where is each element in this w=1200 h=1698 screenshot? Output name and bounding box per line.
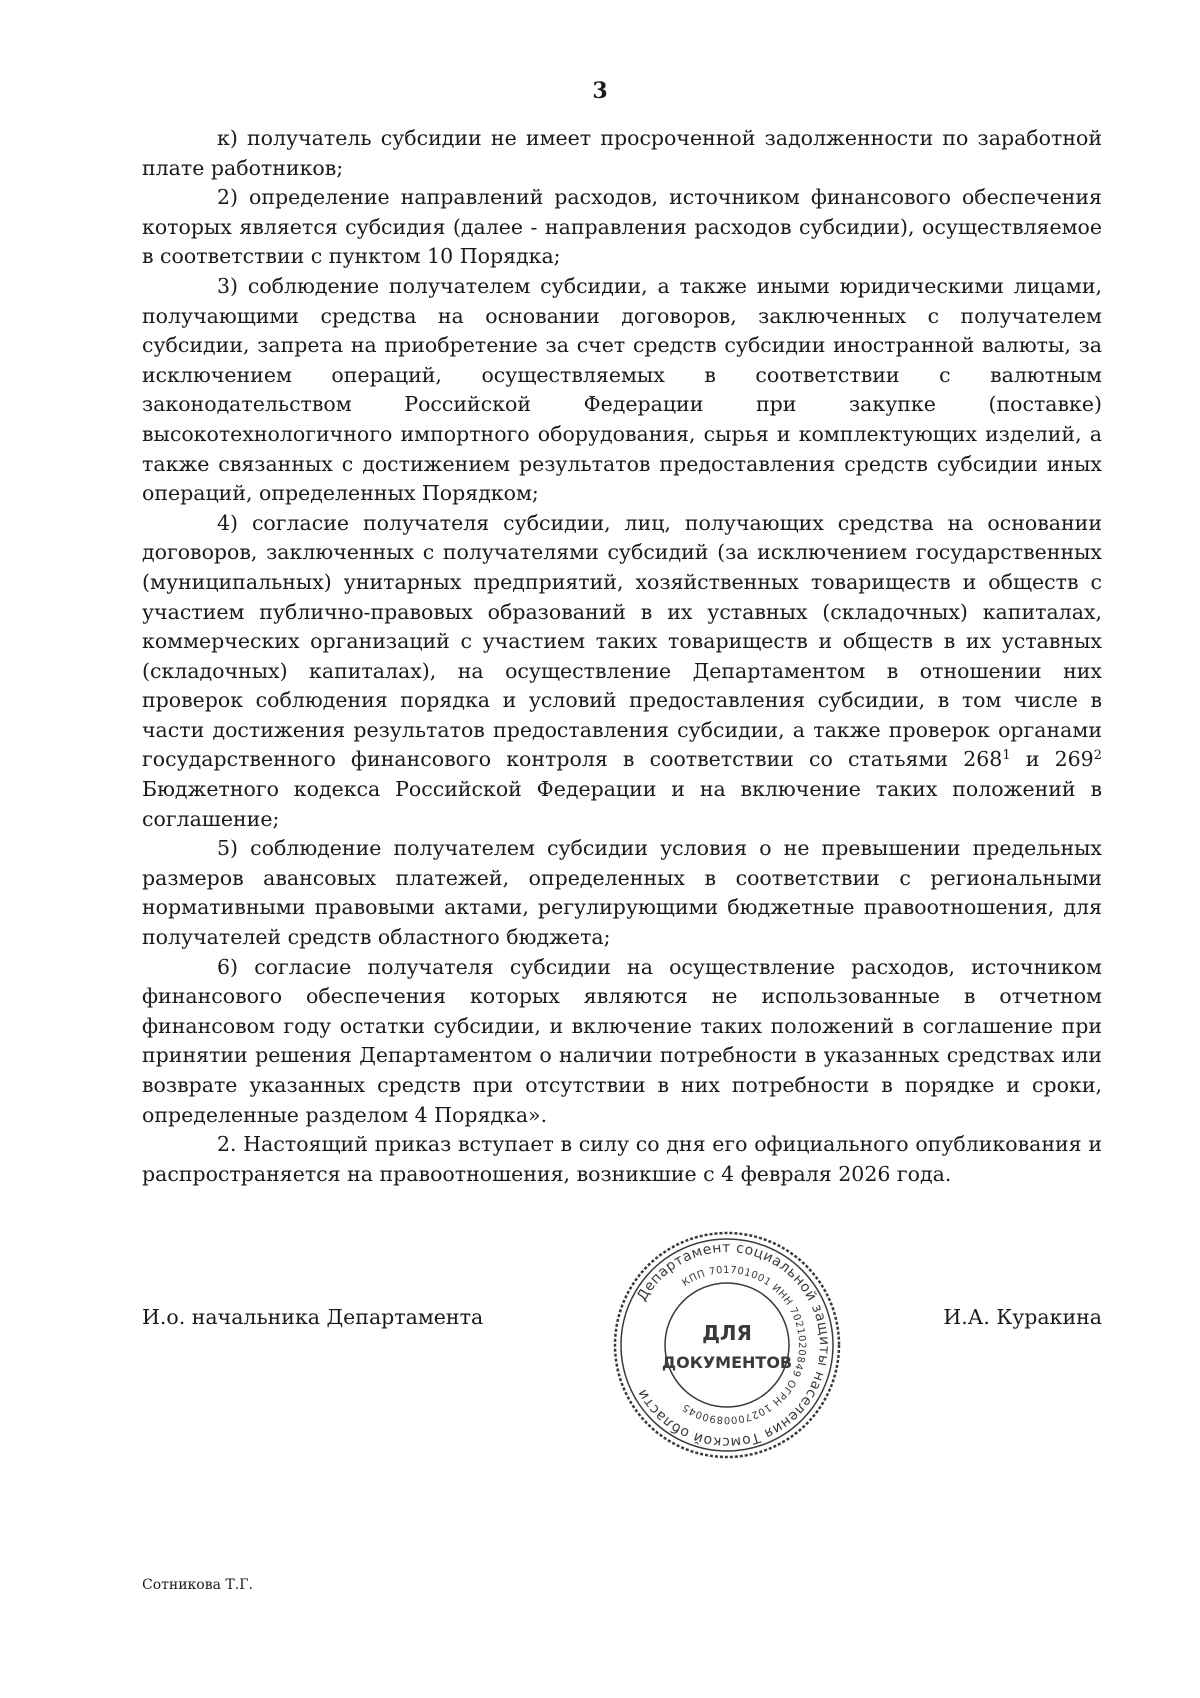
page-number: 3 bbox=[592, 78, 608, 104]
paragraph-6: 6) согласие получателя субсидии на осуществление расходов, источником финансового обеспечения которых являются не использованные в отчетном финансовом году остатки субсидии, и включение таких положений в соглашение при принятии решения Департаментом о наличии потребности в указанных средствах или возврате указанных средств при отсутствии в них потребности в порядке и сроки, определенные разделом 4 Порядка». bbox=[142, 954, 1102, 1127]
seal-inner-text: КПП 701701001 ИНН 7021020849 ОГРН 1027000890045 bbox=[680, 1264, 808, 1426]
paragraph-4-main: 4) согласие получателя субсидии, лиц, получающих средства на основании договоров, заключенных с получателями субсидий (за исключением государственных (муниципальных) унитарных предприятий, хозяйственных товариществ и обществ с участием публично-правовых образований в их уставных (складочных) капиталах, коммерческих организаций с участием таких товариществ и обществ в их уставных (складочных) капиталах), на осуществление Департаментом в отношении них проверок соблюдения порядка и условий предоставления субсидии, в том числе в части достижения результатов предоставления субсидии, а также проверок органами государственного финансового контроля в соответствии со статьями 268 bbox=[142, 510, 1102, 772]
item-2: 2. Настоящий приказ вступает в силу со дня его официального опубликования и распространяется на правоотношения, возникшие с 4 февраля 2026 года. bbox=[142, 1132, 1102, 1186]
seal-center-line-1: ДЛЯ bbox=[702, 1321, 752, 1345]
seal-center-line-2: ДОКУМЕНТОВ bbox=[661, 1353, 793, 1372]
paragraph-4 bbox=[142, 509, 1102, 835]
seal-outer-text: Департамент социальной защиты населения Томской области bbox=[634, 1239, 833, 1451]
paragraph-5: 5) соблюдение получателем субсидии условия о не превышении предельных размеров авансовых платежей, определенных в соответствии с региональными нормативными правовыми актами, регулирующими бюджетные правоотношения, для получателей средств областного бюджета; bbox=[142, 836, 1102, 950]
document-body bbox=[142, 124, 1102, 1189]
paragraph-4-and: и 269 bbox=[1010, 747, 1094, 772]
paragraph-k: к) получатель субсидии не имеет просроченной задолженности по заработной плате работников; bbox=[142, 126, 1102, 180]
seal-inner-ring bbox=[665, 1283, 789, 1407]
signatory-position: И.о. начальника Департамента bbox=[142, 1305, 484, 1329]
executor-name: Сотникова Т.Г. bbox=[142, 1577, 253, 1593]
signatory-name: И.А. Куракина bbox=[943, 1305, 1102, 1329]
paragraph-2: 2) определение направлений расходов, источником финансового обеспечения которых является субсидия (далее - направления расходов субсидии), осуществляемое в соответствии с пунктом 10 Порядка; bbox=[142, 185, 1102, 269]
paragraph-4-end: Бюджетного кодекса Российской Федерации и на включение таких положений в соглашение; bbox=[142, 777, 1102, 831]
superscript-1: 1 bbox=[1002, 748, 1011, 764]
paragraph-3: 3) соблюдение получателем субсидии, а также иными юридическими лицами, получающими средства на основании договоров, заключенных с получателем субсидии, запрета на приобретение за счет средств субсидии иностранной валюты, за исключением операций, осуществляемых в соответствии с валютным законодательством Российской Федерации при закупке (поставке) высокотехнологичного импортного оборудования, сырья и комплектующих изделий, а также связанных с достижением результатов предоставления средств субсидии иных операций, определенных Порядком; bbox=[142, 273, 1102, 506]
official-seal-stamp bbox=[610, 1228, 844, 1462]
superscript-2: 2 bbox=[1093, 748, 1103, 764]
